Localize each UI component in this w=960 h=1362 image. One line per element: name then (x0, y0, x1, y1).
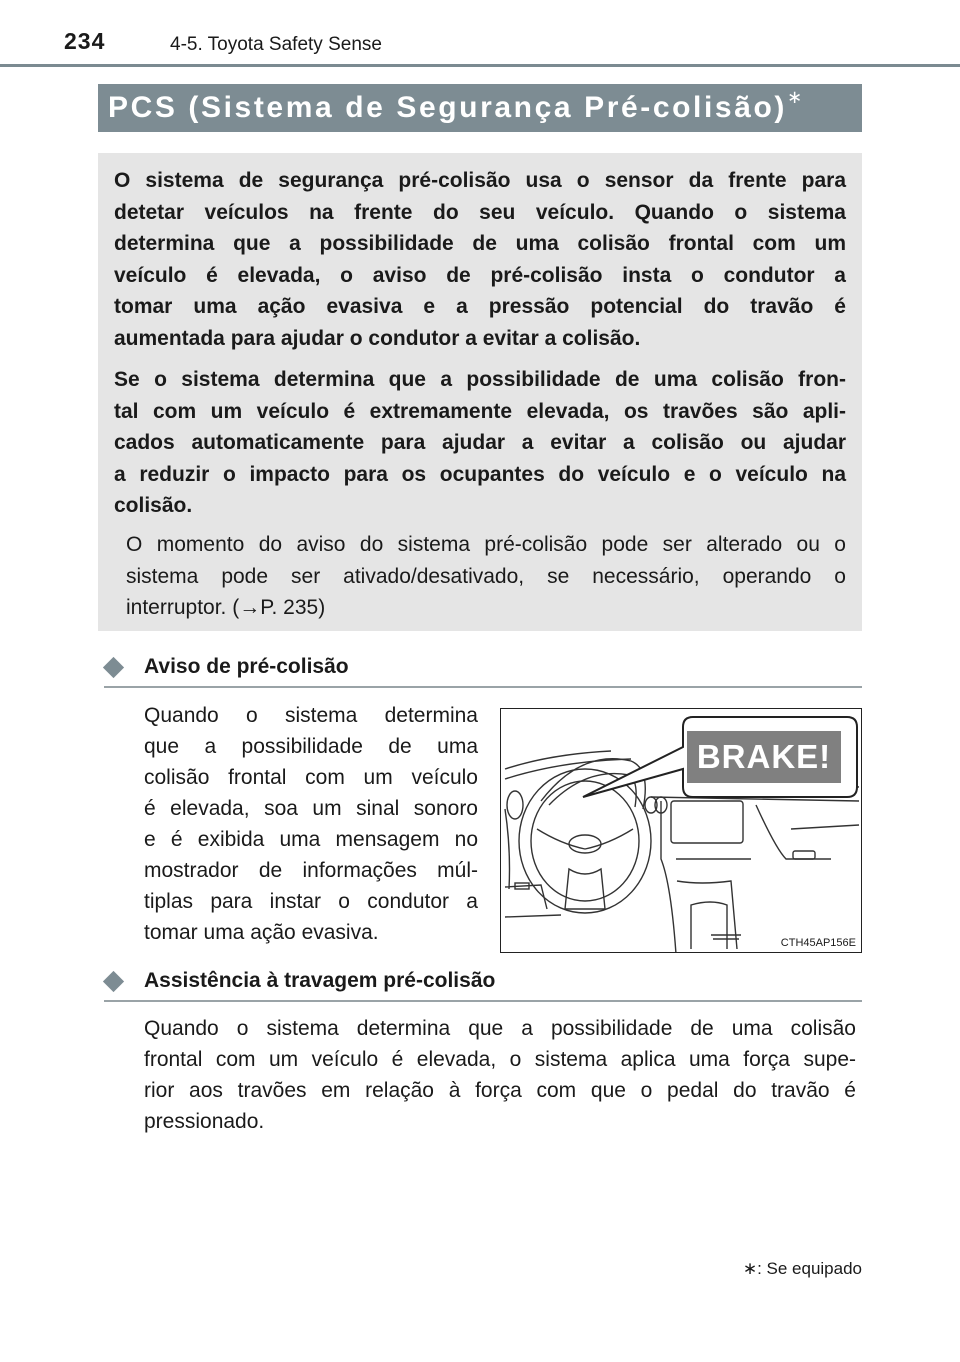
text-line: tomar uma ação evasiva. (144, 921, 379, 944)
text-line: e é exibida uma mensagem no (144, 828, 478, 851)
text-line: é elevada, soa um sinal sonoro (144, 797, 478, 820)
text-line: pressionado. (144, 1110, 265, 1133)
page-number: 234 (64, 28, 106, 54)
text-line: frontal com um veículo é elevada, o sistema aplica uma força supe- (144, 1048, 856, 1071)
text-line: colisão. (114, 494, 193, 517)
intro-paragraph-2 (114, 364, 846, 522)
page-title-text: PCS (Sistema de Segurança Pré-colisão) (108, 91, 788, 124)
section-title: 4-5. Toyota Safety Sense (170, 34, 382, 55)
text-line: aumentada para ajudar o condutor a evitar a colisão. (114, 326, 641, 350)
intro-paragraph-1 (114, 165, 846, 354)
title-asterisk: ∗ (787, 87, 803, 107)
text-line: tal com um veículo é extremamente elevada, os travões são apli- (114, 399, 846, 423)
text-line: determina que a possibilidade de uma colisão frontal com um (114, 232, 846, 255)
text-line: colisão frontal com um veículo (144, 766, 478, 789)
footnote-asterisk: ∗ (742, 1259, 758, 1278)
header-divider (0, 64, 960, 67)
page-header (60, 26, 900, 66)
diamond-bullet-icon (103, 657, 124, 678)
subsection-title: Aviso de pré-colisão (144, 655, 349, 678)
subsection-heading-brake-assist (104, 966, 862, 1002)
text-line: interruptor. (→P. 235) (126, 596, 326, 619)
text-line: rior aos travões em relação à força com que o pedal do travão é (144, 1079, 856, 1102)
text-line: tiplas para instar o condutor a (144, 890, 478, 913)
text-line: Se o sistema determina que a possibilidade de uma colisão fron- (114, 368, 846, 391)
text-line: Quando o sistema determina (144, 704, 478, 727)
text-line: sistema pode ser ativado/desativado, se necessário, operando o (126, 564, 846, 588)
warning-description (144, 700, 478, 948)
text-line: O momento do aviso do sistema pré-colisão pode ser alterado ou o (126, 533, 846, 556)
text-line: Quando o sistema determina que a possibilidade de uma colisão (144, 1017, 856, 1040)
figure-code: CTH45AP156E (780, 937, 856, 949)
text-line: cados automaticamente para ajudar a evitar a colisão ou ajudar (114, 431, 846, 454)
text-line: a reduzir o impacto para os ocupantes do veículo e o veículo na (114, 462, 846, 486)
intro-note (126, 529, 846, 624)
text-line: tomar uma ação evasiva e a pressão potencial do travão é (114, 295, 846, 318)
text-line: O sistema de segurança pré-colisão usa o sensor da frente para (114, 169, 846, 192)
diamond-bullet-icon (103, 971, 124, 992)
title-banner (98, 84, 862, 132)
text-line: mostrador de informações múl- (144, 859, 478, 882)
footnote-text: : Se equipado (757, 1259, 862, 1278)
text-line: veículo é elevada, o aviso de pré-colisão insta o condutor a (114, 263, 846, 287)
text-line: detetar veículos na frente do seu veículo. Quando o sistema (114, 200, 846, 224)
intro-box (98, 153, 862, 631)
page-title (108, 87, 803, 125)
footnote (743, 1259, 862, 1279)
brake-warning-message: BRAKE! (687, 731, 841, 783)
text-line: que a possibilidade de uma (144, 735, 478, 758)
brake-assist-description (144, 1013, 856, 1137)
dashboard-illustration (500, 708, 862, 953)
subsection-heading-warning (104, 652, 862, 688)
subsection-title: Assistência à travagem pré-colisão (144, 969, 496, 992)
